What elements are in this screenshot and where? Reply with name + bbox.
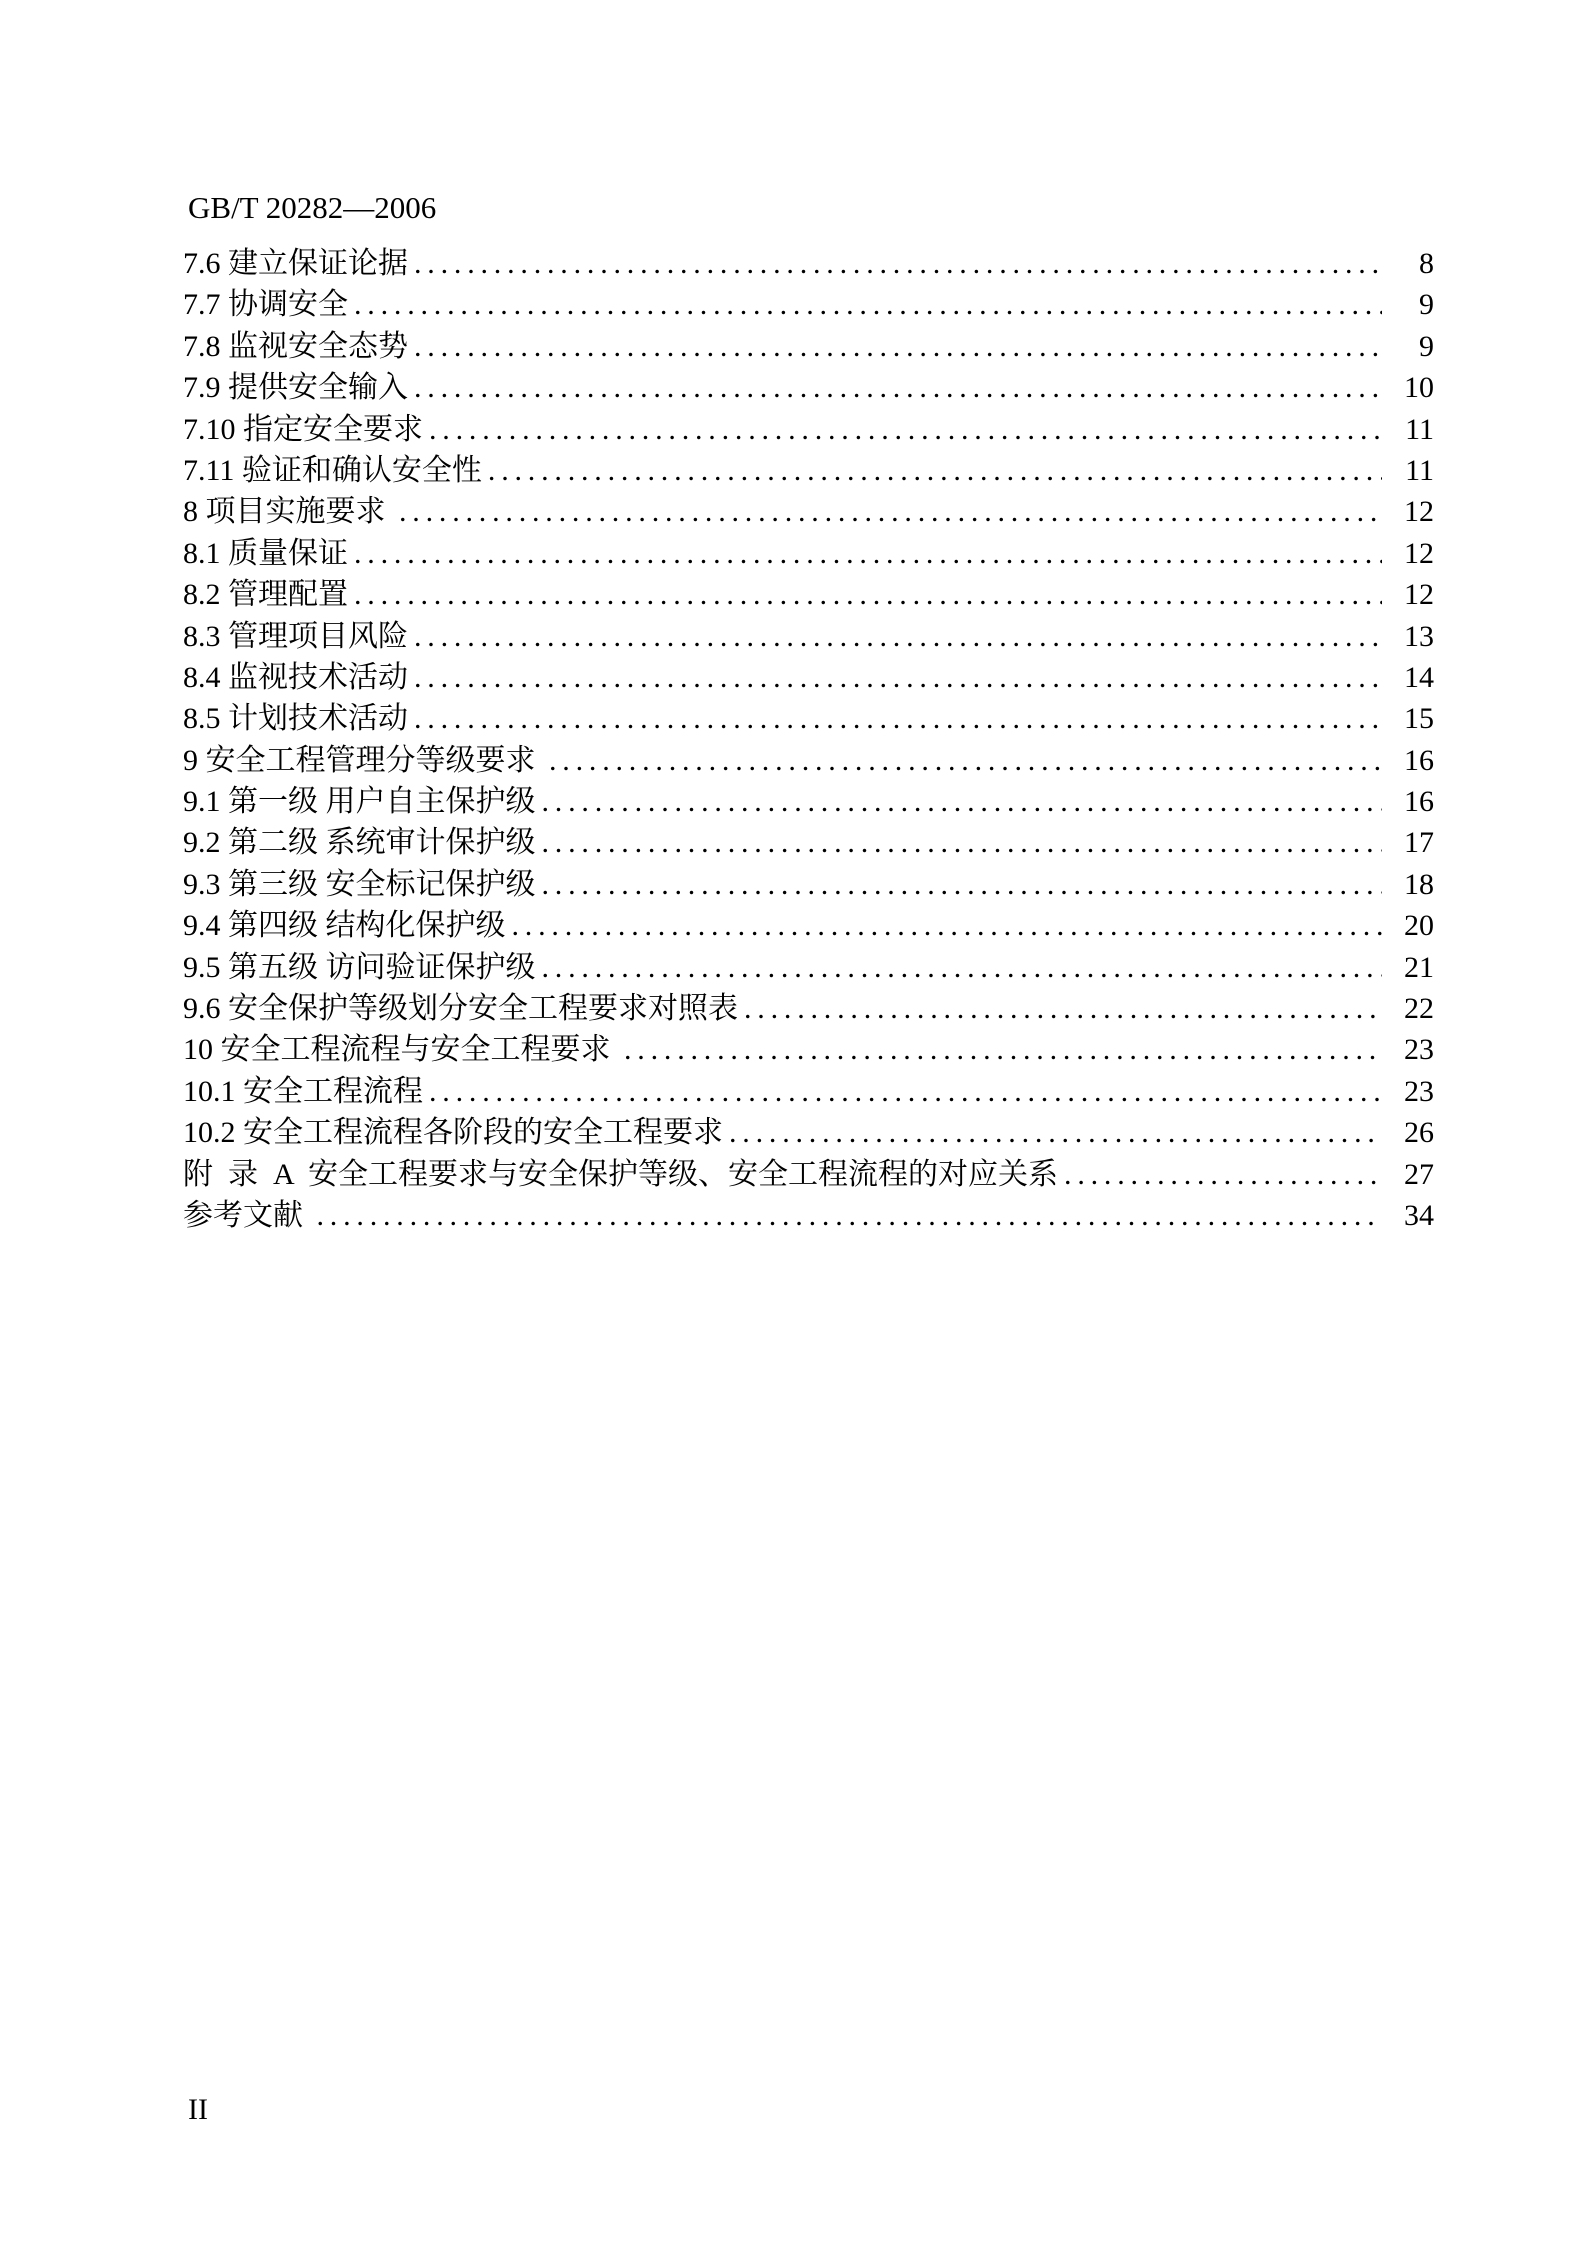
- toc-leader-dots: [542, 781, 1383, 822]
- toc-entry-page: 9: [1419, 329, 1434, 363]
- toc-leader-dots: [542, 822, 1383, 863]
- toc-entry-label: 参考文献: [183, 1198, 311, 1232]
- toc-entry-page: 12: [1404, 578, 1434, 612]
- toc-entry[interactable]: [183, 616, 1434, 657]
- toc-leader-dots: [414, 326, 1382, 367]
- toc-leader-dots: [317, 1195, 1383, 1236]
- toc-entry-label: 9.3 第三级 安全标记保护级: [183, 867, 536, 901]
- toc-leader-dots: [414, 657, 1382, 698]
- toc-leader-dots: [624, 1029, 1382, 1070]
- toc-leader-dots: [414, 243, 1382, 284]
- toc-leader-dots: [729, 1112, 1382, 1153]
- toc-entry-page: 14: [1404, 660, 1434, 694]
- toc-entry[interactable]: [183, 864, 1434, 905]
- toc-entry[interactable]: [183, 450, 1434, 491]
- toc-entry-label: 8.4 监视技术活动: [183, 660, 408, 694]
- toc-leader-dots: [354, 533, 1382, 574]
- toc-entry-label: 7.6 建立保证论据: [183, 247, 408, 280]
- toc-entry-page: 15: [1404, 702, 1434, 736]
- toc-leader-dots: [414, 698, 1382, 739]
- toc-entry-page: 34: [1404, 1198, 1434, 1232]
- toc-entry-page: 8: [1419, 247, 1434, 280]
- toc-entry-page: 20: [1404, 909, 1434, 943]
- toc-entry[interactable]: [183, 284, 1434, 325]
- toc-entry-label: 7.8 监视安全态势: [183, 329, 408, 363]
- toc-leader-dots: [414, 367, 1382, 408]
- toc-entry[interactable]: [183, 740, 1434, 781]
- toc-entry[interactable]: [183, 409, 1434, 450]
- toc-entry[interactable]: [183, 1154, 1434, 1195]
- toc-entry-label: 7.9 提供安全输入: [183, 371, 408, 405]
- toc-entry-label: 8.3 管理项目风险: [183, 619, 408, 653]
- toc-leader-dots: [429, 1071, 1382, 1112]
- toc-entry[interactable]: [183, 657, 1434, 698]
- toc-entry-label: 10.2 安全工程流程各阶段的安全工程要求: [183, 1116, 723, 1150]
- toc-entry-page: 11: [1405, 412, 1434, 446]
- toc-leader-dots: [354, 574, 1382, 615]
- toc-leader-dots: [414, 616, 1382, 657]
- toc-leader-dots: [399, 491, 1382, 532]
- toc-entry[interactable]: [183, 1071, 1434, 1112]
- toc-entry[interactable]: [183, 1195, 1434, 1236]
- toc-entry[interactable]: [183, 822, 1434, 863]
- toc-leader-dots: [1064, 1154, 1382, 1195]
- toc-entry-page: 9: [1419, 288, 1434, 322]
- toc-entry-label: 8.5 计划技术活动: [183, 702, 408, 736]
- toc-entry-label: 8 项目实施要求: [183, 495, 393, 529]
- toc-leader-dots: [542, 947, 1383, 988]
- toc-entry[interactable]: [183, 988, 1434, 1029]
- toc-entry-label: 8.1 质量保证: [183, 536, 348, 570]
- toc-entry-label: 9.4 第四级 结构化保护级: [183, 909, 506, 943]
- toc-entry-page: 13: [1404, 619, 1434, 653]
- toc-entry-label: 9.5 第五级 访问验证保护级: [183, 950, 536, 984]
- toc-entry-label: 10 安全工程流程与安全工程要求: [183, 1033, 618, 1067]
- toc-entry-page: 21: [1404, 950, 1434, 984]
- page-number-footer: II: [188, 2093, 208, 2126]
- toc-entry-label: 9.2 第二级 系统审计保护级: [183, 826, 536, 860]
- toc-entry[interactable]: [183, 491, 1434, 532]
- toc-entry-label: 8.2 管理配置: [183, 578, 348, 612]
- toc-entry-page: 12: [1404, 495, 1434, 529]
- toc-entry-page: 27: [1404, 1157, 1434, 1191]
- toc-entry-page: 16: [1404, 743, 1434, 777]
- toc-entry-label: 7.10 指定安全要求: [183, 412, 423, 446]
- toc-leader-dots: [549, 740, 1382, 781]
- toc-entry-page: 11: [1405, 453, 1434, 487]
- toc-entry[interactable]: [183, 947, 1434, 988]
- toc-entry-label: 7.7 协调安全: [183, 288, 348, 322]
- toc-leader-dots: [429, 409, 1382, 450]
- toc-entry-label: 7.11 验证和确认安全性: [183, 453, 482, 487]
- toc-entry-page: 10: [1404, 371, 1434, 405]
- toc-entry-page: 23: [1404, 1074, 1434, 1108]
- toc-leader-dots: [512, 905, 1383, 946]
- toc-entry-page: 22: [1404, 992, 1434, 1026]
- toc-entry-label: 9.6 安全保护等级划分安全工程要求对照表: [183, 992, 738, 1026]
- toc-entry[interactable]: [183, 1112, 1434, 1153]
- toc-entry[interactable]: [183, 574, 1434, 615]
- toc-entry-page: 26: [1404, 1116, 1434, 1150]
- toc-leader-dots: [488, 450, 1382, 491]
- toc-entry-page: 23: [1404, 1033, 1434, 1067]
- table-of-contents: [183, 243, 1434, 1236]
- toc-entry[interactable]: [183, 326, 1434, 367]
- toc-entry[interactable]: [183, 533, 1434, 574]
- toc-entry-label: 9.1 第一级 用户自主保护级: [183, 785, 536, 819]
- toc-entry[interactable]: [183, 781, 1434, 822]
- toc-entry-label: 10.1 安全工程流程: [183, 1074, 423, 1108]
- toc-leader-dots: [744, 988, 1382, 1029]
- toc-entry-page: 18: [1404, 867, 1434, 901]
- toc-entry-label: 附 录 A 安全工程要求与安全保护等级、安全工程流程的对应关系: [183, 1157, 1059, 1191]
- toc-entry[interactable]: [183, 243, 1434, 284]
- toc-leader-dots: [354, 284, 1382, 325]
- toc-entry-page: 12: [1404, 536, 1434, 570]
- toc-entry[interactable]: [183, 1029, 1434, 1070]
- toc-leader-dots: [542, 864, 1383, 905]
- toc-entry[interactable]: [183, 367, 1434, 408]
- toc-entry[interactable]: [183, 905, 1434, 946]
- toc-entry-page: 16: [1404, 785, 1434, 819]
- document-code: GB/T 20282—2006: [188, 190, 437, 225]
- toc-entry-page: 17: [1404, 826, 1434, 860]
- toc-entry-label: 9 安全工程管理分等级要求: [183, 743, 543, 777]
- toc-entry[interactable]: [183, 698, 1434, 739]
